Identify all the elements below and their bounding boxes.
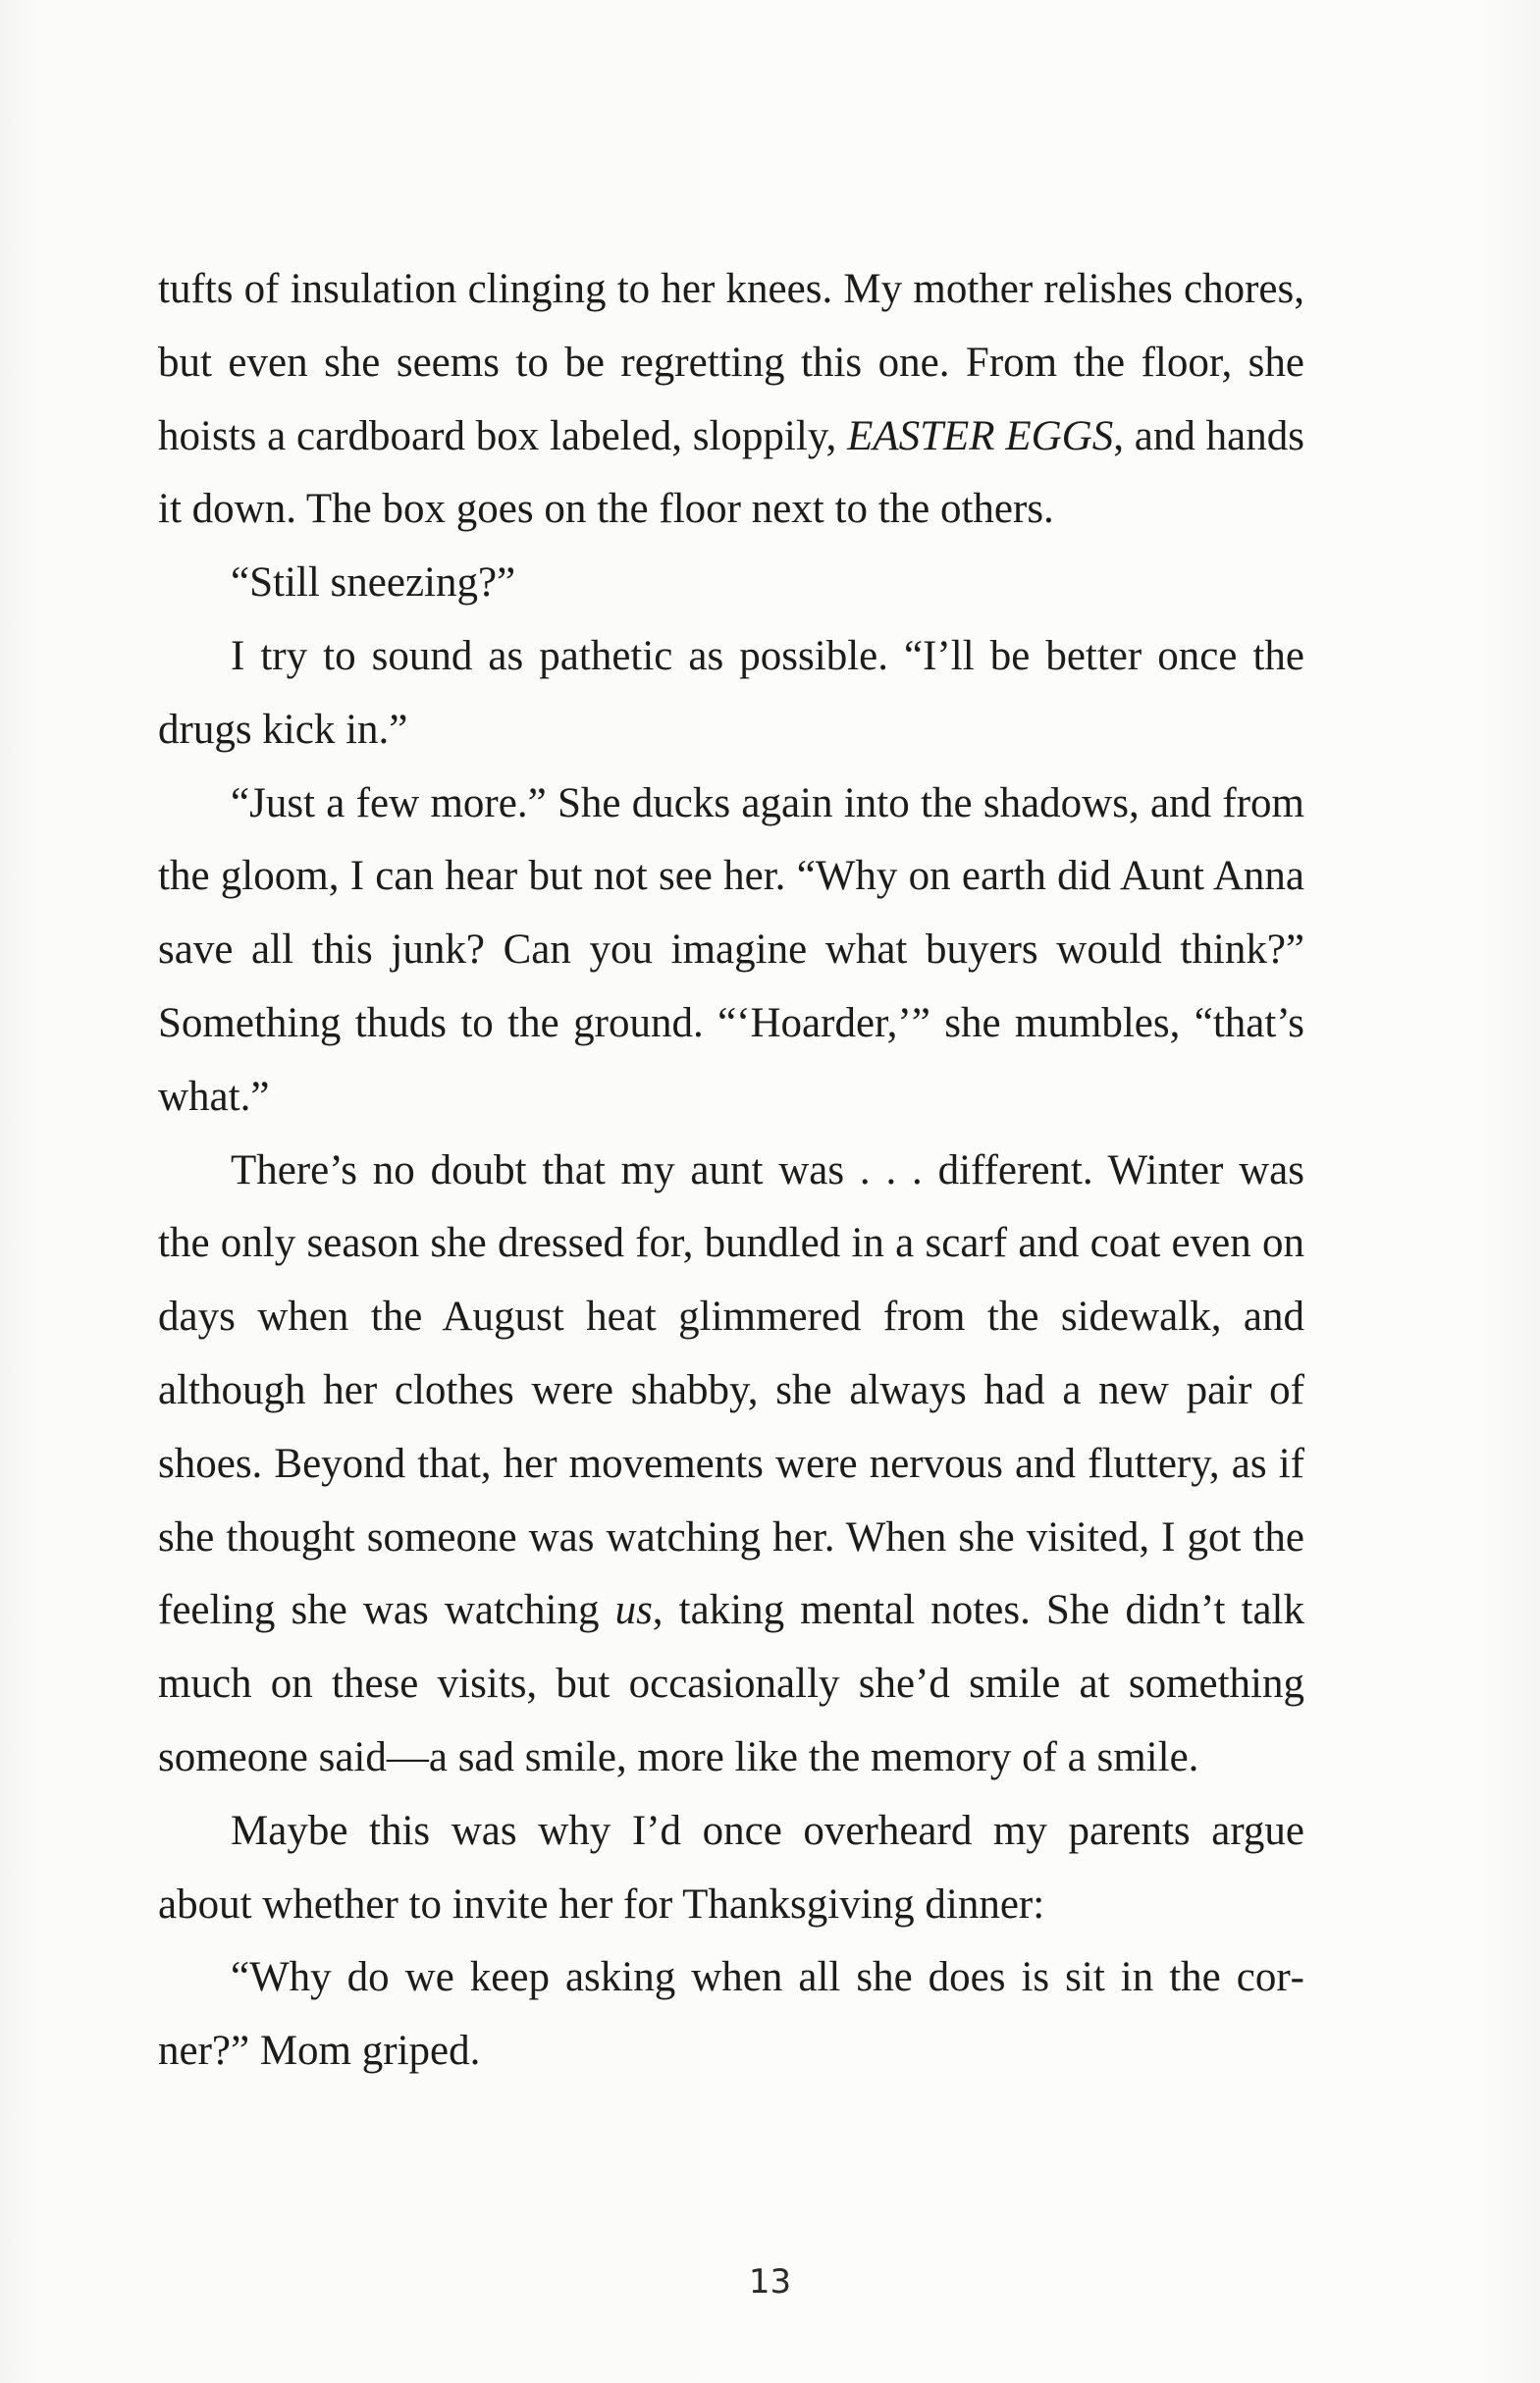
paragraph-text: “Still sneezing?” [231,559,516,607]
paragraph [158,768,1304,1135]
paragraph-text: There’s no doubt that my aunt was . . . different. Winter was the only season she dressed for, bundled in a scarf and coat even on days when the August heat glimmered from the sidewalk, and although her clothes were shabby, she always had a new pair of shoes. Beyond that, her movements were nervous and fluttery, as if she thought someone was watching her. When she visited, I got the feeling she was watching [158,1146,1304,1634]
paragraph-text: “Why do we keep asking when all she does is sit in the corner?” Mom griped. [158,1954,1304,2075]
paragraph [158,1941,1304,2089]
paragraph-text: , taking mental notes. She didn’t talk much on these visits, but occasionally she’d smile at something someone said—a sad smile, more like the memory of a smile. [158,1587,1305,1780]
italic-text: us [614,1587,653,1634]
paragraph-text: I try to sound as pathetic as possible. “I’ll be better once the drugs kick in.” [158,632,1304,753]
paragraph-text: tufts of insulation clinging to her knees. My mother relishes chores, but even she seems to be regretting this one. From the floor, she hoists a cardboard box labeled, sloppily, [158,266,1304,459]
paragraph [158,253,1304,547]
paragraph [158,620,1304,768]
paragraph-text: , and hands it down. The box goes on the floor next to the others. [158,412,1304,533]
page-number: 13 [748,2262,792,2302]
paragraph-text: Maybe this was why I’d once overheard my parents argue about whether to invite her for Thanksgiving dinner: [158,1807,1304,1928]
paragraph [158,547,1304,620]
paragraph [158,1795,1304,1942]
paragraph [158,1135,1304,1795]
italic-text: EASTER EGGS [847,412,1114,459]
body-text [158,253,1304,2089]
paragraph-text: “Just a few more.” She ducks again into the shadows, and from the gloom, I can hear but not see her. “Why on earth did Aunt Anna save all this junk? Can you imagine what buyers would think?” Something thuds to the ground. “‘Hoarder,’” she mumbles, “that’s what.” [158,779,1304,1120]
